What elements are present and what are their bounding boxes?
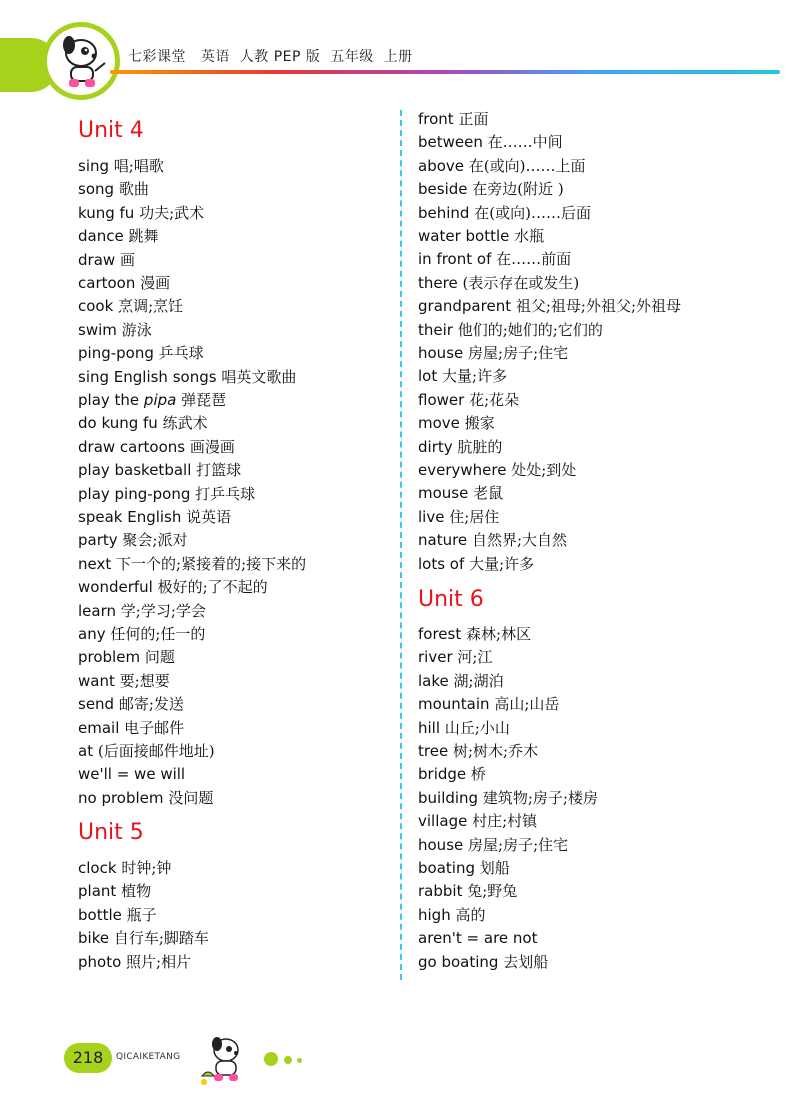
english-word: dirty [418,437,453,456]
english-word: play ping-pong [78,484,191,503]
chinese-meaning: 在……中间 [487,133,563,152]
vocab-entry [418,858,510,878]
vocab-entry [78,858,171,878]
footer-dot-medium [284,1056,292,1064]
vocab-entry [418,413,495,433]
chinese-meaning: 电子邮件 [124,718,185,737]
chinese-meaning: 住;居住 [449,507,500,526]
english-word: photo [78,952,122,971]
english-word: water bottle [418,227,510,245]
vocab-entry [78,250,135,270]
english-word: play the [78,391,144,409]
vocab-entry [418,273,579,293]
english-word: nature [418,531,468,550]
vocab-entry [418,179,564,199]
chinese-meaning: 村庄;村镇 [472,812,538,831]
chinese-meaning: 功夫;武术 [139,203,205,222]
vocab-entry [78,601,206,621]
chinese-meaning: 要;想要 [119,671,170,690]
english-word: above [418,156,464,175]
vocab-entry [78,367,296,387]
vocab-entry [418,952,548,972]
footer-dot-large [264,1052,278,1066]
english-word: beside [418,180,468,199]
chinese-meaning: 森林;林区 [466,625,532,643]
chinese-meaning: 没问题 [168,788,214,807]
vocab-entry [418,437,502,457]
chinese-meaning: 高山;山岳 [494,695,560,714]
english-word: lots of [418,554,465,573]
english-word: mouse [418,484,469,503]
chinese-meaning: (表示存在或发生) [462,273,580,292]
english-word: go boating [418,952,499,971]
vocab-entry [78,928,209,948]
english-word: email [78,718,120,737]
english-word: forest [418,625,462,643]
chinese-meaning: 时钟;钟 [121,859,172,877]
english-word: play basketball [78,461,192,480]
vocab-entry [418,694,559,714]
english-word: cartoon [78,274,136,292]
page-header [0,0,800,110]
chinese-meaning: 建筑物;房子;楼房 [482,788,598,807]
vocab-entry [418,928,537,948]
english-word: wonderful [78,578,153,597]
english-word: mountain [418,695,490,714]
english-word: front [418,110,454,128]
chinese-meaning: 搬家 [464,414,495,433]
chinese-meaning: 大量;许多 [442,367,508,386]
english-word: grandparent [418,297,512,316]
english-word: send [78,695,115,714]
vocab-entry [78,905,157,925]
vocab-entry [78,273,170,293]
english-word: everywhere [418,461,507,479]
english-word: in front of [418,250,492,269]
vocab-entry [418,249,571,269]
chinese-meaning: 河;江 [457,648,493,667]
vocab-entry [418,905,486,925]
english-word: between [418,133,483,152]
chinese-meaning: 照片;相片 [126,952,192,971]
vocab-entry [418,390,519,410]
chinese-meaning: 说英语 [186,508,232,526]
vocab-entry [78,741,215,761]
header-rainbow-line [110,70,780,74]
english-word: hill [418,718,441,737]
english-word: bike [78,929,110,948]
chinese-meaning: 划船 [479,859,510,877]
english-word: house [418,835,464,854]
vocab-entry [78,671,170,691]
english-word: rabbit [418,882,463,901]
vocab-entry [418,156,586,176]
chinese-meaning: 在旁边(附近 ) [472,180,564,199]
english-word: speak English [78,508,182,526]
chinese-meaning: 水瓶 [514,227,545,245]
chinese-meaning: 在(或向)……后面 [474,203,591,222]
vocab-entry [418,132,563,152]
chinese-meaning: 聚会;派对 [122,531,188,550]
chinese-meaning: 房屋;房子;住宅 [468,344,569,362]
chinese-meaning: 大量;许多 [469,554,535,573]
chinese-meaning: 去划船 [503,952,549,971]
english-word: move [418,414,460,433]
vocab-entry [78,952,191,972]
vocab-entry [78,226,159,246]
english-word: kung fu [78,203,135,222]
chinese-meaning: 任何的;任一的 [110,625,206,643]
vocab-entry [418,718,510,738]
english-word: we'll = we will [78,765,186,784]
chinese-meaning: 极好的;了不起的 [157,578,268,597]
chinese-meaning: 高的 [455,905,486,924]
vocab-entry [78,320,152,340]
vocab-entry [418,226,544,246]
unit-6-heading: Unit 6 [418,587,484,612]
vocab-entry [418,671,504,691]
vocab-entry [418,296,681,316]
chinese-meaning: 学;学习;学会 [120,601,206,620]
vocab-entry [78,624,205,644]
vocab-entry [418,811,537,831]
english-word: party [78,531,118,550]
english-word: dance [78,227,124,246]
chinese-meaning: 湖;湖泊 [453,671,504,690]
english-word: lot [418,367,438,386]
english-word: cook [78,297,114,316]
english-word: boating [418,859,475,877]
vocab-entry [78,390,226,410]
vocab-entry [418,460,576,480]
vocab-entry [418,741,538,761]
mascot-logo [42,22,120,100]
english-word: flower [418,390,465,409]
chinese-meaning: 乒乓球 [158,344,204,363]
vocab-entry [418,554,534,574]
chinese-meaning: 邮寄;发送 [118,695,184,714]
english-word: high [418,905,451,924]
chinese-meaning: 树;树木;乔木 [452,742,539,760]
page-number: 218 [64,1043,112,1073]
vocab-entry [418,320,603,340]
chinese-meaning: 祖父;祖母;外祖父;外祖母 [515,297,682,316]
vocab-entry [78,647,175,667]
vocab-entry [418,647,492,667]
vocab-entry [78,881,151,901]
chinese-meaning: 处处;到处 [511,461,577,479]
vocab-entry [78,718,184,738]
chinese-meaning: 兔;野兔 [467,882,518,901]
vocab-entry [78,179,149,199]
vocab-entry [418,881,517,901]
vocab-entry [78,343,204,363]
chinese-meaning: 打乒乓球 [195,484,256,503]
vocab-entry [78,484,255,504]
chinese-meaning: 房屋;房子;住宅 [468,835,569,854]
english-word: tree [418,742,449,760]
chinese-meaning: 山丘;小山 [444,718,510,737]
english-word: house [418,344,464,362]
chinese-meaning: 唱英文歌曲 [221,367,297,386]
chinese-meaning: 唱;唱歌 [113,157,164,175]
chinese-meaning: 自然界;大自然 [471,531,567,550]
vocab-entry [78,460,241,480]
english-word: sing [78,157,110,175]
english-word: next [78,554,112,573]
chinese-meaning: (后面接邮件地址) [97,742,215,760]
vocab-entry [418,624,531,644]
english-word: any [78,625,106,643]
english-word: learn [78,601,116,620]
chinese-meaning: 自行车;脚踏车 [113,929,209,948]
chinese-meaning: 漫画 [140,274,171,292]
chinese-meaning: 歌曲 [118,180,149,199]
chinese-meaning: 练武术 [162,414,208,433]
chinese-meaning: 他们的;她们的;它们的 [457,320,603,339]
vocab-entry [78,554,306,574]
vocab-entry [78,437,235,457]
chinese-meaning: 老鼠 [473,484,504,503]
unit-4-heading: Unit 4 [78,118,144,143]
english-word: want [78,671,115,690]
english-word: at [78,742,94,760]
vocab-entry [78,788,213,808]
english-word: building [418,788,479,807]
chinese-meaning: 肮脏的 [457,437,503,456]
chinese-meaning: 在(或向)……上面 [468,156,586,175]
unit-5-heading: Unit 5 [78,820,144,845]
vocab-entry [78,296,183,316]
vocab-entry [418,366,507,386]
english-word: live [418,507,445,526]
chinese-meaning: 游泳 [121,320,152,339]
english-word: sing English songs [78,367,217,386]
vocab-entry [418,764,486,784]
chinese-meaning: 植物 [121,882,152,901]
vocab-entry [78,156,164,176]
vocab-entry [418,109,488,129]
english-word-italic: pipa [143,391,177,409]
english-word: village [418,812,468,831]
english-word: behind [418,203,470,222]
english-word: ping-pong [78,344,154,363]
english-word: draw cartoons [78,437,186,456]
chinese-meaning: 在……前面 [496,250,572,269]
english-word: swim [78,320,117,339]
chinese-meaning: 打篮球 [196,461,242,480]
chinese-meaning: 烹调;烹饪 [118,297,184,316]
english-word: river [418,648,453,667]
header-title: 七彩课堂 英语 人教 PEP 版 五年级 上册 [128,49,413,65]
footer-brand: QICAIKETANG [116,1052,181,1062]
vocab-entry [78,413,208,433]
vocab-entry [418,507,499,527]
chinese-meaning: 花;花朵 [469,390,520,409]
english-word: problem [78,648,141,667]
chinese-meaning: 画 [119,250,135,269]
english-word: clock [78,859,117,877]
vocab-entry [418,483,503,503]
english-word: plant [78,882,117,901]
chinese-meaning: 画漫画 [189,437,235,456]
english-word: their [418,320,453,339]
english-word: bridge [418,765,467,784]
vocab-entry [78,530,187,550]
vocab-entry [418,835,568,855]
english-word: lake [418,671,449,690]
vocab-entry [418,788,598,808]
chinese-meaning: 问题 [144,648,175,667]
english-word: aren't = are not [418,929,538,948]
english-word: do kung fu [78,414,158,433]
column-divider [400,110,402,980]
chinese-meaning: 下一个的;紧接着的;接下来的 [116,554,307,573]
vocab-entry [78,764,185,784]
english-word: there [418,273,458,292]
chinese-meaning: 桥 [470,765,486,784]
footer-mascot-image [196,1034,256,1088]
english-word: draw [78,250,116,269]
chinese-meaning: 跳舞 [128,227,159,246]
vocab-entry [78,203,204,223]
vocab-entry [418,530,567,550]
vocab-entry [78,694,184,714]
chinese-meaning: 弹琵琶 [181,391,227,409]
vocab-entry [78,507,231,527]
english-word: bottle [78,905,122,924]
vocab-entry [418,203,591,223]
chinese-meaning: 瓶子 [126,905,157,924]
chinese-meaning: 正面 [458,110,489,128]
footer-dot-small [297,1058,302,1063]
vocab-entry [78,577,268,597]
english-word: no problem [78,788,164,807]
english-word: song [78,180,115,199]
vocab-entry [418,343,568,363]
